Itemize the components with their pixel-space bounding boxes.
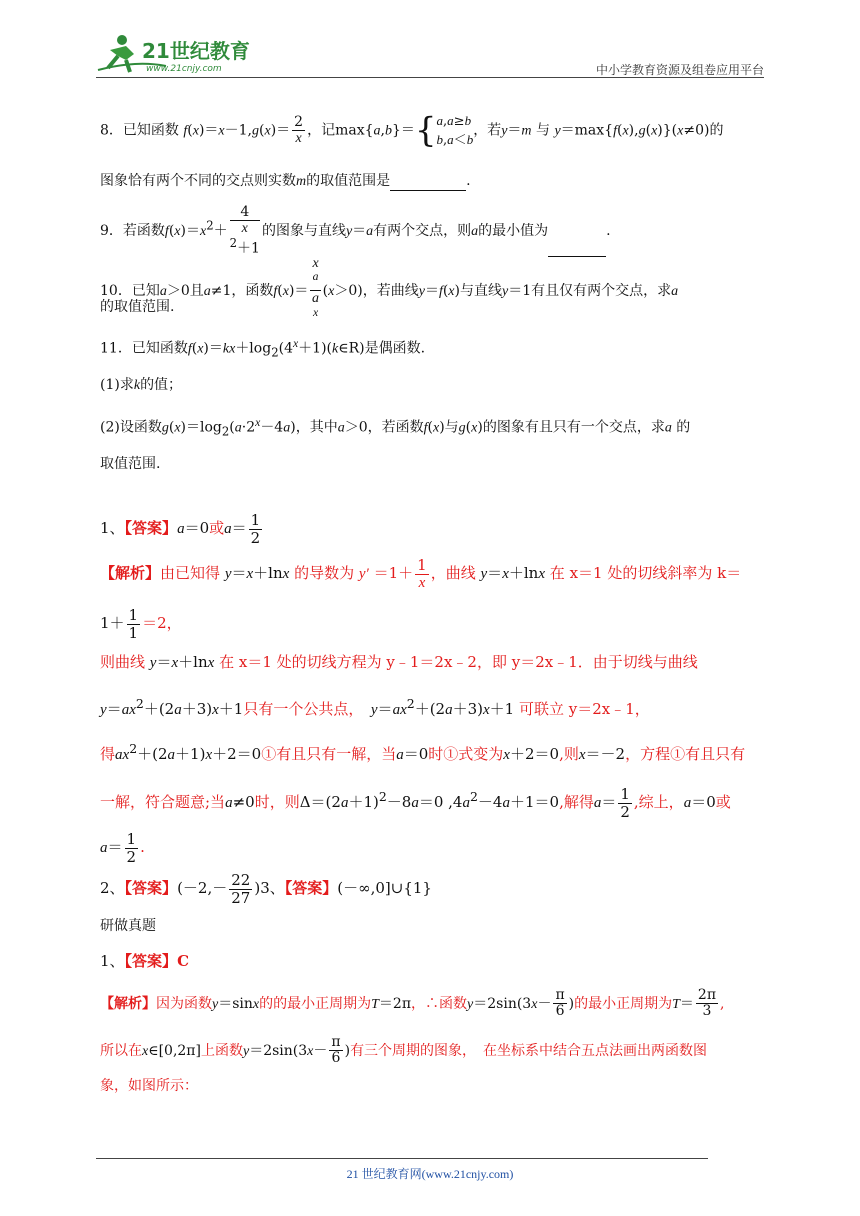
q11-part1: (1)求k的值； [100,377,183,393]
svg-text:www.21cnjy.com: www.21cnjy.com [146,64,222,74]
svg-text:21世纪教育: 21世纪教育 [142,39,250,63]
answer-blank[interactable] [390,190,466,191]
analysis-1-line7: a＝ $\frac{1}{2}$ . [100,830,145,866]
header-rule [96,77,764,78]
analysis-1-line5: 得$ax^2+(2a+1)x+2=0①$有且只有一解，当a＝0时①式变为x＋2＝0,则x＝－2，方程①有且只有 [100,741,746,763]
q10-line2: 的取值范围. [100,299,175,315]
analysis-c1-line2: 所以在x∈[0,2π]上函数y＝2sin(3x－ $\frac{\pi}{6}$ )有三个周期的图象， 在坐标系中结合五点法画出两函数图 [100,1034,708,1067]
footer-rule [96,1158,708,1159]
answer-c1: 1、【答案】C [100,952,190,970]
site-name: 中小学教育资源及组卷应用平台 [595,63,764,77]
answer-1: 1、【答案】a＝0或a＝ $\frac{1}{2}$ [100,511,261,547]
q8-line1: 8．已知函数 f(x)＝x－1,g(x)＝ $\frac{2}{x}$ ，记max{a,b}＝{a,a≥b b,a＜b，若y＝m 与 y＝max{f(x),g(x)}(x≠0)的 [100,110,724,151]
q11-line1: 11．已知函数$f(x)=kx+\log_2(4^x+1)(k\in R)$是偶函数. [100,337,426,360]
site-logo [96,30,266,78]
analysis-c1-line1: 【解析】因为函数y＝sinx的的最小正周期为T＝2π，∴函数y＝2sin(3x－ $\frac{\pi}{6}$ )的最小正周期为T＝ $\frac{2\pi}{3}$ , [100,987,725,1020]
analysis-1-line1: 【解析】由已知得 y＝x＋lnx 的导数为 y′ ＝1＋ $\frac{1}{x}$ ，曲线 y＝x＋lnx 在 x＝1 处的切线斜率为 k＝ [100,556,742,591]
analysis-1-line3: 则曲线 y＝x＋lnx 在 x＝1 处的切线方程为 y﹣1＝2x﹣2，即 y＝2x﹣1．由于切线与曲线 [100,653,698,671]
q9-line: 9．若函数$f(x)=x^2+$ 4 x $^2$＋1 的图象与直线y＝a有两个交点，则a的最小值为 . [100,204,611,257]
analysis-1-line4: $y=ax^2+(2a+3)x+1$只有一个公共点， $y=ax^2+(2a+3)x+1$ 可联立 y＝2x﹣1， [100,696,650,718]
section-zhenti: 研做真题 [100,918,156,934]
q8-line2: 图象恰有两个不同的交点则实数m的取值范围是 . [100,173,471,189]
q11-part2-line2: 取值范围. [100,456,161,472]
analysis-c1-line3: 象，如图所示： [100,1078,198,1094]
footer-text[interactable]: 21 世纪教育网(www.21cnjy.com) [346,1167,514,1181]
answers-2-3: 2、【答案】(－2,－ $\frac{22}{27}$ )3、【答案】(－∞,0]∪{1} [100,871,432,907]
q11-part2-line1: (2)设函数$g(x)=\log_2(a\cdot 2^x-4a)$，其中a＞0，若函数f(x)与g(x)的图象有且只有一个交点，求a 的 [100,416,691,439]
analysis-1-line2: 1＋ $\frac{1}{1}$ ＝2， [100,606,182,642]
q10-line1: 10．已知a＞0且a≠1，函数f(x)＝ x $^a$ a $^x$ (x＞0)，若曲线y＝f(x)与直线y＝1有且仅有两个交点，求a [100,256,679,319]
page-header [96,30,764,80]
analysis-1-line6: 一解，符合题意;当a≠0时，则$\Delta=(2a+1)^2-8a=0$ $,4a^2-4a+1=0$,解得a＝ $\frac{1}{2}$ ,综上，a＝0或 [100,785,731,821]
